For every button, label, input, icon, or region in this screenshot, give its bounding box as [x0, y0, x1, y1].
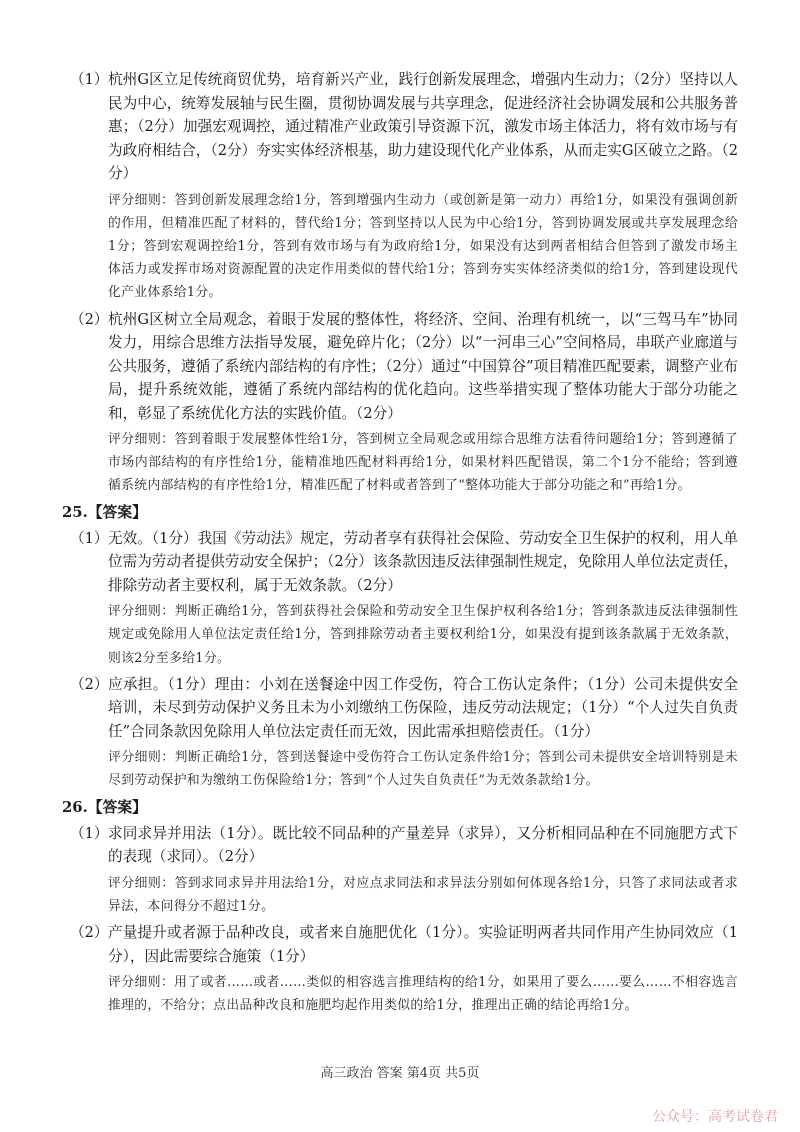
part-number: （2） [70, 924, 109, 942]
q25-part2-answer [70, 673, 738, 744]
q26-part2-rubric: 评分细则：用了或者……或者……类似的相容选言推理结构的给1分，如果用了要么……要么……不相容选言推理的，不给分；点出品种改良和施肥均起作用类似的给1分，推理出正确的结论再给1分。 [108, 975, 738, 1014]
answer-content [62, 68, 738, 1020]
part-number: （2） [70, 310, 109, 328]
part-number: （1） [70, 71, 109, 88]
q25-part1-rubric: 评分细则：判断正确给1分，答到获得社会保险和劳动安全卫生保护权利各给1分；答到条款违反法律强制性规定或免除用人单位法定责任给1分，答到排除劳动者主要权利给1分，如果没有提到该条款属于无效条款，则该2分至多给1分。 [108, 604, 738, 666]
answer-text: 应承担。（1分）理由：小刘在送餐途中因工作受伤，符合工伤认定条件；（1分）公司未提供安全培训，未尽到劳动保护义务且未为小刘缴纳工伤保险，违反劳动法规定；（1分）“个人过失自负责任”合同条款因免除用人单位法定责任而无效，因此需承担赔偿责任。（1分） [108, 675, 738, 740]
answer-text: 杭州G区树立全局观念，着眼于发展的整体性，将经济、空间、治理有机统一，以“三驾马车”协同发力，用综合思维方法指导发展，避免碎片化；（2分）以“一河串三心”空间格局，串联产业廊道与公共服务，遵循了系统内部结构的有序性；（2分）通过“中国算谷”项目精准匹配要素，调整产业布局，提升系统效能，遵循了系统内部结构的优化趋向。这些举措实现了整体功能大于部分功能之和，彰显了系统优化方法的实践价值。（2分） [108, 310, 738, 422]
watermark: 公众号：高考试卷君 [652, 1109, 778, 1125]
part-number: （1） [70, 824, 109, 842]
q26-part2-answer [70, 921, 738, 968]
q25-part1-answer [70, 527, 738, 598]
q24-part2-rubric: 评分细则：答到着眼于发展整体性给1分，答到树立全局观念或用综合思维方法看待问题给1分；答到遵循了市场内部结构的有序性给1分，能精准地匹配材料再给1分，如果材料匹配错误，第二个1分不能给；答到遵循系统内部结构的有序性给1分，精准匹配了材料或者答到了“整体功能大于部分功能之和”再给1分。 [108, 432, 738, 494]
answer-text: 无效。（1分）我国《劳动法》规定，劳动者享有获得社会保险、劳动安全卫生保护的权利，用人单位需为劳动者提供劳动安全保护；（2分）该条款因违反法律强制性规定，免除用人单位法定责任，排除劳动者主要权利，属于无效条款。（2分） [108, 529, 738, 594]
q24-part1-answer [70, 68, 738, 186]
part-number: （2） [70, 675, 109, 693]
page-footer: 高三政治 答案 第4页 共5页 [320, 1066, 480, 1081]
answer-text: 求同求异并用法（1分）。既比较不同品种的产量差异（求异），又分析相同品种在不同施肥方式下的表现（求同）。（2分） [108, 824, 738, 866]
q26-heading: 26.【答案】 [62, 798, 147, 816]
q26-part1-answer [70, 822, 738, 869]
part-number: （1） [70, 529, 109, 547]
q24-part2-answer [70, 308, 738, 426]
q24-part1-rubric: 评分细则：答到创新发展理念给1分，答到增强内生动力（或创新是第一动力）再给1分，如果没有强调创新的作用，但精准匹配了材料的，替代给1分；答到坚持以人民为中心给1分，答到协调发展或共享发展理念给1分；答到宏观调控给1分，答到有效市场与有为政府给1分，如果没有达到两者相结合但答到了激发市场主体活力或发挥市场对资源配置的决定作用类似的替代给1分；答到夯实实体经济类似的给1分，答到建设现代化产业体系给1分。 [108, 192, 738, 301]
q25-part2-rubric: 评分细则：判断正确给1分，答到送餐途中受伤符合工伤认定条件给1分；答到公司未提供安全培训特别是未尽到劳动保护和为缴纳工伤保险给1分；答到“个人过失自负责任”为无效条款给1分。 [108, 750, 738, 789]
q25-heading: 25.【答案】 [62, 503, 147, 521]
answer-text: 杭州G区立足传统商贸优势，培育新兴产业，践行创新发展理念，增强内生动力；（2分）坚持以人民为中心，统筹发展轴与民生圈，贯彻协调发展与共享理念，促进经济社会协调发展和公共服务普惠；（2分）加强宏观调控，通过精准产业政策引导资源下沉，激发市场主体活力，将有效市场与有为政府相结合，（2分）夯实实体经济根基，助力建设现代化产业体系，从而走实G区破立之路。（2分） [108, 71, 738, 182]
answer-text: 产量提升或者源于品种改良，或者来自施肥优化（1分）。实验证明两者共同作用产生协同效应（1分），因此需要综合施策（1分） [108, 924, 738, 965]
q26-part1-rubric: 评分细则：答到求同求异并用法给1分，对应点求同法和求异法分别如何体现各给1分，只答了求同法或者求异法，本问得分不超过1分。 [108, 875, 738, 914]
